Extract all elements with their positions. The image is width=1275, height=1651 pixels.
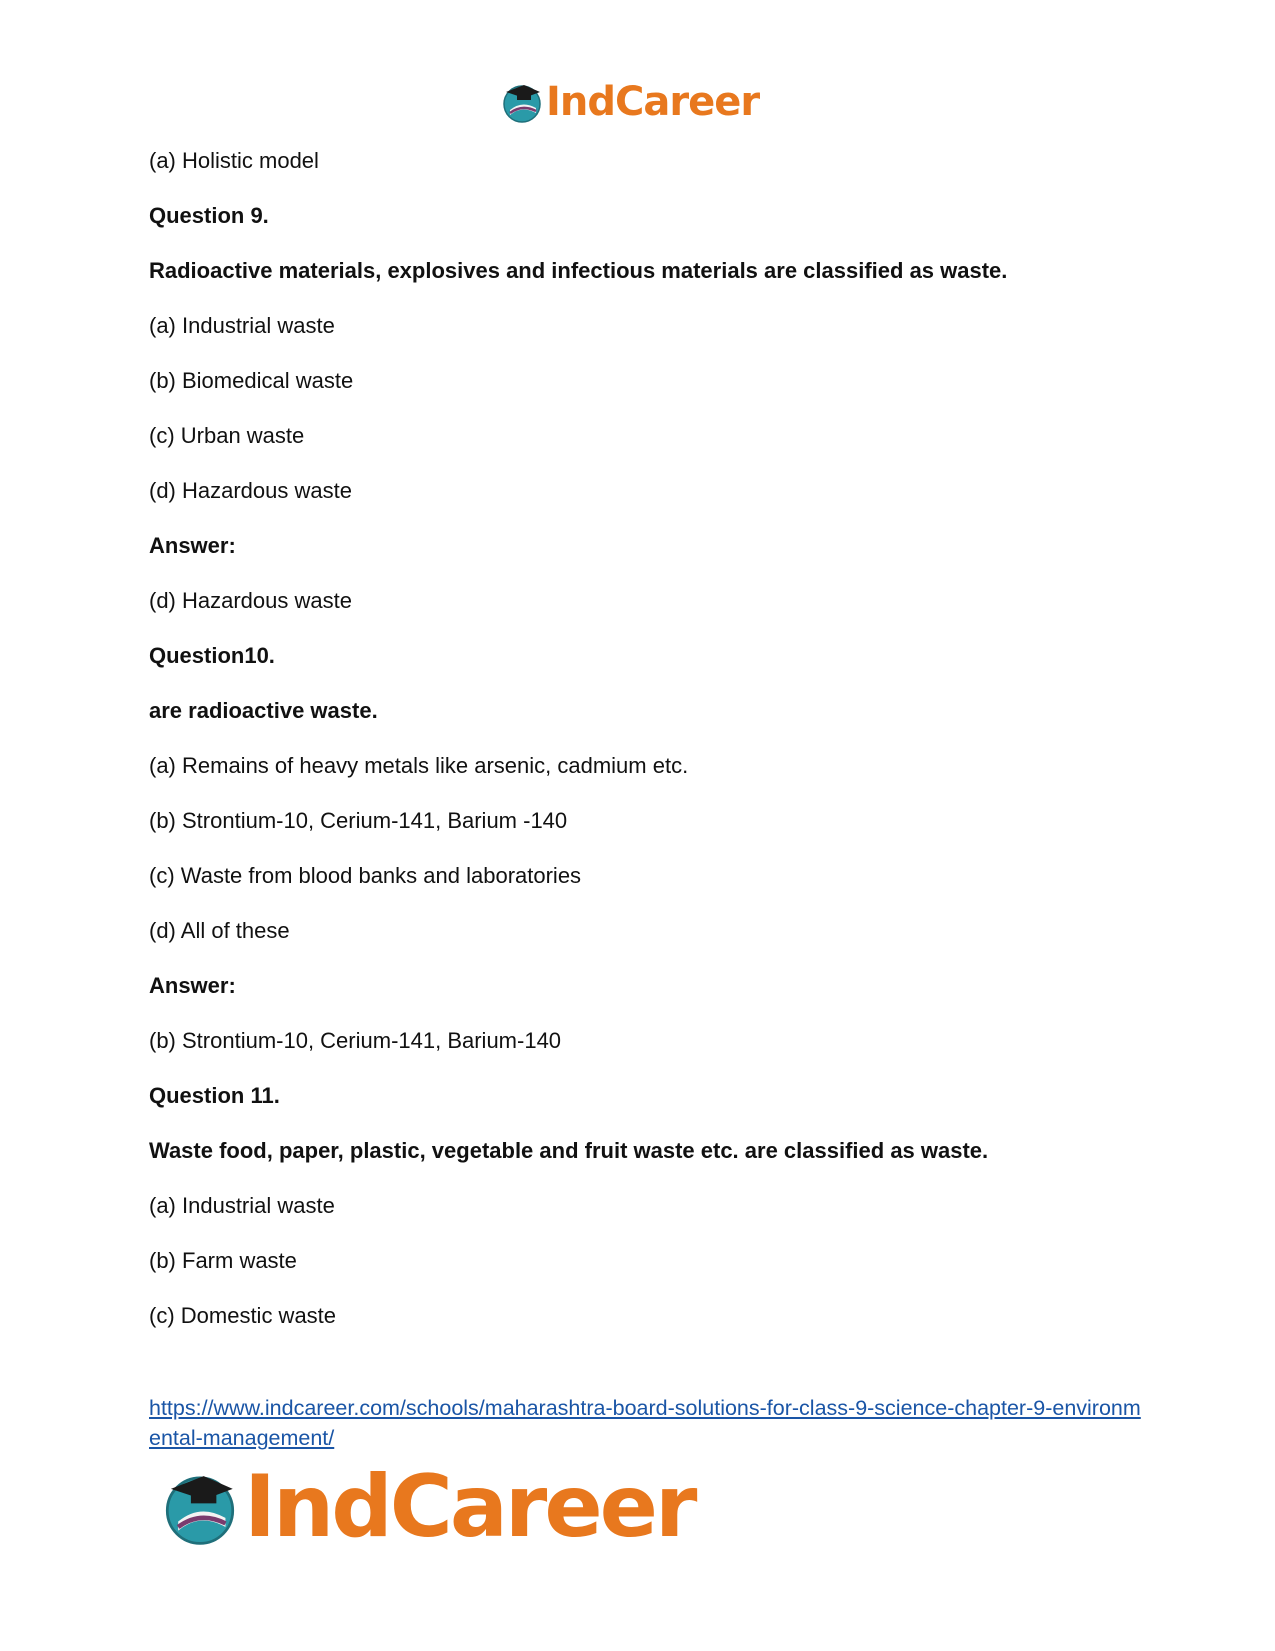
globe-graduation-icon — [500, 80, 544, 124]
option-text: (a) Industrial waste — [149, 313, 335, 338]
option-text: (b) Strontium-10, Cerium-141, Barium-140 — [149, 1028, 562, 1053]
option-text: (b) Biomedical waste — [149, 368, 354, 393]
option-text: (c) Urban waste — [149, 423, 305, 448]
header-logo — [500, 76, 759, 128]
option-text: (d) All of these — [149, 918, 290, 943]
option-text: (a) Remains of heavy metals like arsenic, cadmium etc. — [149, 753, 689, 778]
option-text: (b) Strontium-10, Cerium-141, Barium -140 — [149, 808, 568, 833]
option-text: (b) Farm waste — [149, 1248, 297, 1273]
option-text: (a) Holistic model — [149, 148, 319, 173]
footer-logo — [160, 1457, 695, 1557]
option-text: (d) Hazardous waste — [149, 478, 352, 503]
question-text: Question 11. — [149, 1083, 280, 1108]
logo-wordmark: IndCareer — [546, 79, 760, 125]
logo-wordmark: IndCareer — [244, 1457, 695, 1557]
question-text: Question 9. — [149, 203, 269, 228]
option-text: (c) Waste from blood banks and laboratories — [149, 863, 582, 888]
source-url-link[interactable]: https://www.indcareer.com/schools/maharashtra-board-solutions-for-class-9-science-chapter-9-environmental-management/ — [149, 1396, 1141, 1450]
question-text: Answer: — [149, 533, 236, 558]
document-body — [149, 148, 1149, 1358]
question-text: Radioactive materials, explosives and infectious materials are classified as waste. — [149, 258, 1008, 283]
question-text: Question10. — [149, 643, 275, 668]
globe-graduation-icon — [160, 1467, 240, 1547]
option-text: (c) Domestic waste — [149, 1303, 337, 1328]
question-text: are radioactive waste. — [149, 698, 378, 723]
question-text: Answer: — [149, 973, 236, 998]
option-text: (d) Hazardous waste — [149, 588, 352, 613]
option-text: (a) Industrial waste — [149, 1193, 335, 1218]
question-text: Waste food, paper, plastic, vegetable and fruit waste etc. are classified as waste. — [149, 1138, 989, 1163]
